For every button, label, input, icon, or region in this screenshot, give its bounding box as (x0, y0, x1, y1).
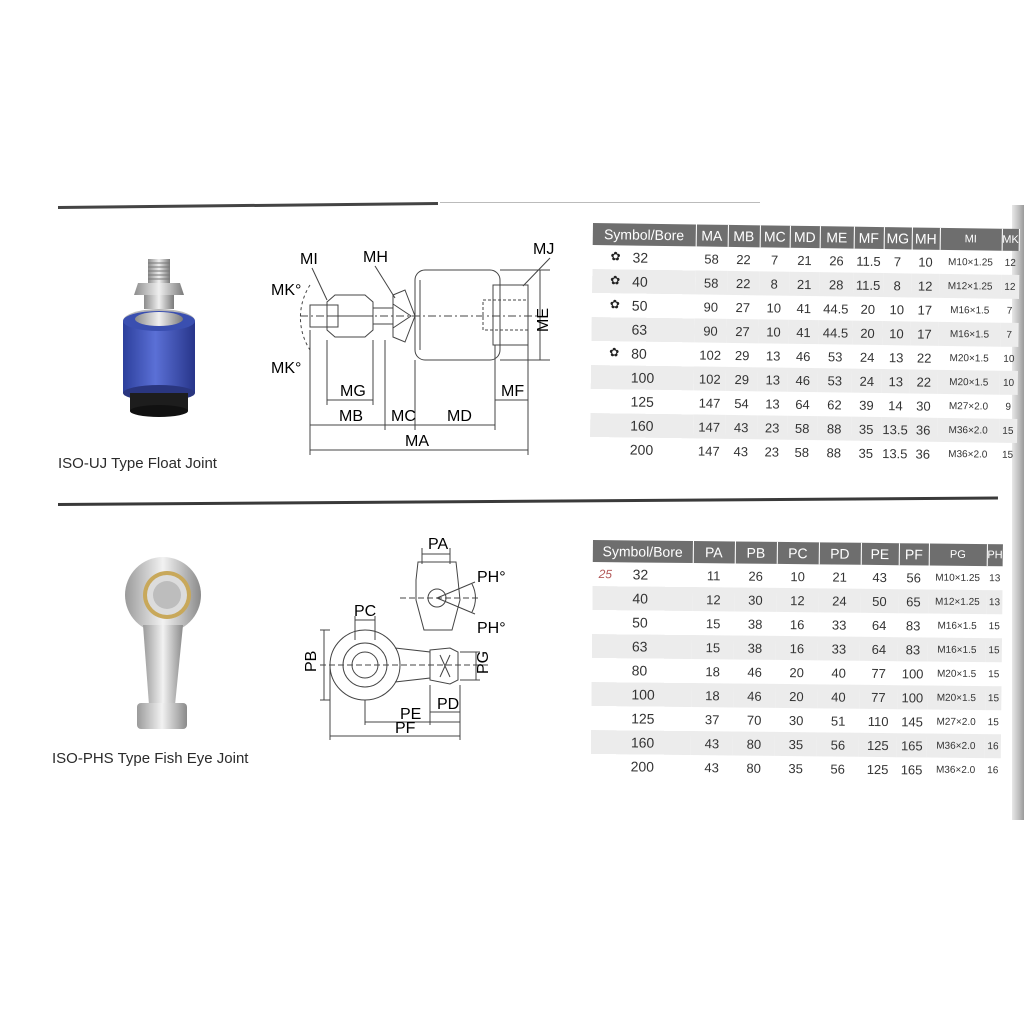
table-cell: 13.5 (882, 445, 908, 461)
label-mc: MC (391, 408, 416, 425)
header-mb: MB (728, 225, 760, 247)
bore-cell (590, 413, 693, 438)
table-cell: 7 (893, 253, 902, 269)
label-mh: MH (363, 249, 388, 266)
bore-value: 160 (630, 734, 655, 751)
header-pf: PF (899, 543, 929, 565)
table-cell: 33 (831, 617, 847, 633)
table-cell: 33 (818, 636, 860, 660)
table-cell: 56 (906, 569, 921, 585)
bore-cell (591, 365, 694, 390)
table-cell: 14 (888, 397, 903, 413)
table-cell: 13 (765, 347, 781, 364)
bore-value: 32 (632, 249, 649, 266)
table-cell: M16×1.5 (928, 638, 986, 663)
table-cell: 40 (831, 665, 846, 681)
handwritten-mark: ✿ (610, 273, 621, 288)
header-me: ME (820, 226, 854, 248)
table-cell: 10 (790, 568, 805, 584)
table-cell: 102 (699, 346, 722, 363)
fish-eye-table-body (591, 562, 1004, 782)
label-ph-upper: PH° (477, 569, 506, 586)
table-cell: 10 (918, 254, 933, 270)
table-cell: 13 (888, 349, 904, 365)
label-ph-lower: PH° (477, 620, 506, 637)
label-pe: PE (400, 706, 422, 723)
table-cell: 53 (827, 348, 843, 364)
table-cell: 7 (1006, 305, 1013, 317)
table-cell: 43 (691, 731, 733, 755)
label-pb: PB (303, 650, 320, 672)
bore-value: 100 (631, 686, 655, 703)
table-row (591, 754, 1002, 782)
table-cell: M27×2.0 (936, 716, 976, 728)
section-divider-middle (58, 496, 998, 506)
bore-cell (592, 634, 692, 659)
bore-cell (591, 317, 694, 342)
bore-value: 100 (630, 369, 655, 386)
table-cell: 102 (694, 366, 726, 390)
header-mc: MC (760, 225, 790, 247)
table-cell: 12 (692, 587, 734, 611)
bore-cell (591, 754, 691, 779)
header-mi: MI (940, 228, 1002, 251)
table-cell: 13 (986, 590, 1003, 614)
table-cell: 90 (703, 299, 719, 315)
table-cell: M16×1.5 (938, 322, 1000, 347)
label-pf: PF (395, 720, 416, 737)
table-cell: M12×1.25 (928, 590, 986, 615)
table-cell: 12 (911, 273, 939, 297)
bore-cell (592, 586, 692, 611)
bore-cell (591, 706, 691, 731)
bore-value: 200 (630, 758, 655, 775)
bore-value: 32 (632, 566, 649, 583)
table-cell: 15 (988, 620, 1000, 632)
table-cell: 11 (706, 567, 721, 583)
section-divider-top (58, 202, 438, 209)
table-cell: 35 (858, 445, 874, 461)
table-cell: 10 (1003, 353, 1015, 365)
header-symbol-bore: Symbol/Bore (593, 540, 693, 563)
header-pe: PE (861, 543, 899, 565)
table-cell: 22 (916, 350, 932, 366)
table-cell: 8 (883, 273, 911, 297)
table-cell: 40 (817, 684, 859, 708)
table-cell: M12×1.25 (939, 274, 1001, 299)
label-pa: PA (428, 536, 449, 553)
table-cell: 77 (871, 665, 886, 681)
table-cell: 27 (726, 319, 758, 343)
table-cell: 29 (734, 347, 750, 363)
float-joint-spec-table (590, 223, 1020, 467)
header-mk: MK (1002, 229, 1020, 251)
table-cell: M36×2.0 (927, 734, 985, 759)
bore-cell (592, 269, 695, 294)
table-cell: 15 (692, 635, 734, 659)
table-cell: 7 (1000, 323, 1018, 347)
table-cell: 22 (736, 251, 751, 267)
table-cell: 147 (697, 442, 720, 459)
table-cell: 35 (851, 417, 881, 441)
table-cell: 88 (826, 444, 842, 460)
table-cell: M16×1.5 (937, 620, 977, 632)
table-cell: 21 (797, 252, 812, 268)
handwritten-mark: 25 (598, 567, 613, 582)
table-cell: 20 (860, 301, 876, 317)
table-cell: 13 (989, 572, 1001, 584)
table-cell: 10 (758, 319, 788, 343)
table-cell: 12 (776, 588, 818, 612)
table-cell: M36×2.0 (937, 418, 999, 443)
table-cell: 43 (704, 759, 719, 775)
table-cell: 46 (747, 664, 762, 680)
table-cell: 58 (787, 416, 817, 440)
table-cell: 30 (916, 398, 931, 414)
table-cell: M20×1.5 (949, 352, 989, 365)
table-cell: 26 (748, 568, 763, 584)
table-cell: 165 (900, 761, 923, 777)
label-pd: PD (437, 696, 460, 713)
table-cell: 20 (852, 321, 882, 345)
label-ma: MA (405, 433, 429, 450)
table-cell: 100 (901, 665, 924, 681)
table-cell: 77 (859, 685, 897, 709)
table-cell: 80 (746, 760, 761, 776)
table-cell: 46 (788, 368, 818, 392)
table-cell: 11.5 (856, 253, 881, 269)
table-cell: 13 (882, 369, 910, 393)
float-joint-photo (110, 255, 210, 425)
table-cell: 38 (734, 635, 776, 659)
table-cell: 10 (882, 321, 910, 345)
bore-value: 160 (630, 417, 654, 434)
table-cell: 35 (788, 760, 803, 776)
label-me: ME (535, 308, 552, 332)
table-cell: 83 (905, 617, 921, 633)
table-cell: 51 (830, 713, 846, 729)
table-cell: 18 (691, 683, 733, 707)
bore-value: 200 (629, 441, 654, 458)
table-cell: 17 (910, 321, 938, 345)
table-cell: 36 (915, 446, 931, 462)
table-cell: 22 (910, 369, 938, 393)
table-cell: 23 (757, 415, 787, 439)
table-cell: 15 (986, 638, 1003, 662)
table-cell: M20×1.5 (936, 668, 977, 680)
table-cell: 15 (999, 419, 1017, 443)
table-cell: 53 (818, 368, 852, 392)
label-mg: MG (340, 383, 366, 400)
bore-value: 80 (631, 345, 647, 362)
table-cell: M36×2.0 (935, 764, 976, 776)
table-cell: 145 (901, 713, 924, 729)
bore-value: 50 (632, 614, 648, 631)
table-cell: 88 (817, 416, 851, 440)
table-cell: 29 (726, 367, 758, 391)
table-cell: 22 (727, 271, 759, 295)
handwritten-mark: ✿ (610, 249, 621, 264)
table-cell: 125 (859, 733, 897, 757)
table-cell: 147 (698, 394, 721, 411)
bore-value: 63 (631, 321, 648, 338)
bore-value: 40 (632, 590, 649, 607)
bore-cell (592, 658, 692, 683)
header-ph: PH (987, 544, 1004, 566)
table-cell: 9 (1005, 401, 1012, 413)
header-md: MD (790, 226, 820, 248)
table-cell: 147 (693, 414, 725, 438)
table-cell: 16 (776, 636, 818, 660)
header-mg: MG (884, 227, 912, 249)
header-symbol-bore: Symbol/Bore (593, 223, 696, 246)
bore-value: 40 (632, 273, 648, 290)
table-cell: 20 (789, 664, 804, 680)
table-cell: M36×2.0 (948, 448, 988, 461)
float-joint-dimension-drawing (265, 240, 565, 460)
header-pg: PG (929, 544, 987, 567)
table-cell: 16 (987, 764, 999, 776)
table-cell: 83 (898, 637, 928, 661)
table-row (590, 437, 1017, 467)
label-mf: MF (501, 383, 525, 400)
header-mh: MH (912, 227, 940, 249)
table-cell: 58 (704, 251, 719, 267)
label-mk-lower: MK° (271, 360, 302, 377)
bore-cell (593, 562, 693, 587)
bore-cell (592, 293, 695, 318)
fish-eye-dimension-drawing (300, 536, 506, 745)
section-divider-top-extension (440, 202, 760, 203)
table-cell: 13 (765, 395, 780, 412)
table-cell: 56 (817, 732, 859, 756)
label-mi: MI (300, 251, 318, 268)
table-cell: 41 (788, 320, 818, 344)
table-cell: 58 (695, 270, 727, 294)
table-cell: 21 (789, 272, 819, 296)
table-cell: 100 (897, 685, 927, 709)
table-cell: 44.5 (818, 320, 852, 344)
table-cell: 43 (733, 443, 749, 459)
table-cell: 36 (909, 417, 937, 441)
table-cell: M10×1.25 (948, 256, 993, 269)
table-cell: 44.5 (823, 300, 849, 317)
table-cell: 37 (704, 711, 720, 727)
label-pc: PC (354, 603, 377, 620)
header-ma: MA (696, 224, 728, 246)
table-cell: 62 (827, 396, 842, 412)
bore-cell (590, 437, 693, 462)
table-cell: 110 (867, 713, 889, 729)
table-cell: 43 (872, 569, 887, 585)
table-cell: 10 (889, 301, 905, 317)
table-cell: 18 (705, 663, 720, 679)
table-cell: 12 (1001, 275, 1019, 299)
table-cell: 15 (987, 716, 999, 728)
table-cell: 13 (758, 367, 788, 391)
table-cell: 165 (897, 733, 927, 757)
table-cell: 41 (796, 300, 812, 316)
table-cell: M10×1.25 (935, 572, 981, 584)
bore-value: 50 (631, 297, 648, 314)
label-mb: MB (339, 408, 363, 425)
handwritten-mark: ✿ (609, 297, 621, 312)
table-cell: 28 (819, 272, 853, 296)
table-cell: 24 (818, 588, 860, 612)
table-cell: 46 (795, 348, 811, 364)
table-cell: 15 (988, 668, 1000, 680)
table-cell: 24 (852, 369, 882, 393)
table-cell: 24 (859, 349, 875, 365)
table-cell: 43 (725, 415, 757, 439)
fish-eye-spec-table (591, 540, 1004, 782)
table-cell: 70 (746, 712, 762, 728)
bore-cell (592, 610, 692, 635)
table-cell: M20×1.5 (927, 686, 985, 711)
table-cell: 12 (1004, 257, 1016, 269)
table-cell: 80 (733, 731, 775, 755)
bore-cell (590, 389, 693, 414)
table-cell: 54 (734, 395, 749, 411)
table-cell: 11.5 (853, 273, 883, 297)
table-cell: 8 (759, 271, 789, 295)
label-mk-upper: MK° (271, 282, 302, 299)
float-joint-table-body (590, 245, 1019, 467)
header-pd: PD (819, 542, 861, 564)
table-cell: 16 (789, 616, 805, 632)
fish-eye-joint-caption: ISO-PHS Type Fish Eye Joint (52, 750, 249, 767)
table-cell: 21 (832, 569, 847, 585)
table-cell: 38 (747, 616, 763, 632)
bore-cell (591, 341, 694, 366)
table-cell: 65 (898, 589, 928, 613)
bore-value: 80 (631, 662, 648, 679)
table-cell: 13.5 (881, 417, 909, 441)
table-cell: 39 (859, 397, 874, 413)
table-cell: 64 (871, 617, 887, 633)
handwritten-mark: ✿ (609, 345, 620, 360)
table-cell: M20×1.5 (938, 370, 1000, 395)
header-pb: PB (735, 541, 777, 563)
table-cell: 15 (985, 686, 1002, 710)
table-cell: 27 (735, 299, 751, 315)
label-md: MD (447, 408, 472, 425)
bore-cell (591, 730, 691, 755)
table-cell: 10 (1000, 371, 1018, 395)
header-pc: PC (777, 542, 819, 564)
table-cell: 10 (766, 299, 782, 316)
table-cell: 7 (770, 251, 779, 268)
bore-value: 125 (630, 393, 654, 410)
table-cell: 90 (694, 318, 726, 342)
table-cell: 15 (705, 615, 721, 631)
bore-cell (591, 682, 691, 707)
table-cell: M16×1.5 (950, 304, 990, 317)
bore-cell (592, 245, 695, 270)
table-cell: 58 (794, 444, 810, 460)
table-cell: 46 (733, 683, 775, 707)
table-cell: M27×2.0 (948, 400, 989, 413)
label-pg: PG (475, 650, 492, 674)
table-cell: 17 (917, 302, 933, 318)
table-cell: 20 (775, 684, 817, 708)
fish-eye-joint-photo (115, 555, 205, 735)
table-cell: 15 (1001, 449, 1014, 461)
table-cell: 30 (788, 712, 804, 728)
table-cell: 64 (860, 637, 898, 661)
label-mj: MJ (533, 241, 555, 258)
table-cell: 30 (734, 587, 776, 611)
table-cell: 50 (860, 589, 898, 613)
table-cell: 56 (830, 760, 845, 777)
header-pa: PA (693, 541, 735, 563)
float-joint-caption: ISO-UJ Type Float Joint (58, 455, 217, 472)
table-cell: 23 (764, 443, 780, 460)
table-cell: 125 (866, 761, 889, 777)
header-mf: MF (854, 227, 884, 249)
table-cell: 64 (795, 396, 810, 412)
table-cell: 16 (985, 734, 1002, 758)
table-cell: 35 (775, 732, 817, 756)
table-cell: 26 (829, 252, 844, 269)
bore-value: 125 (631, 710, 655, 727)
bore-value: 63 (631, 638, 648, 655)
